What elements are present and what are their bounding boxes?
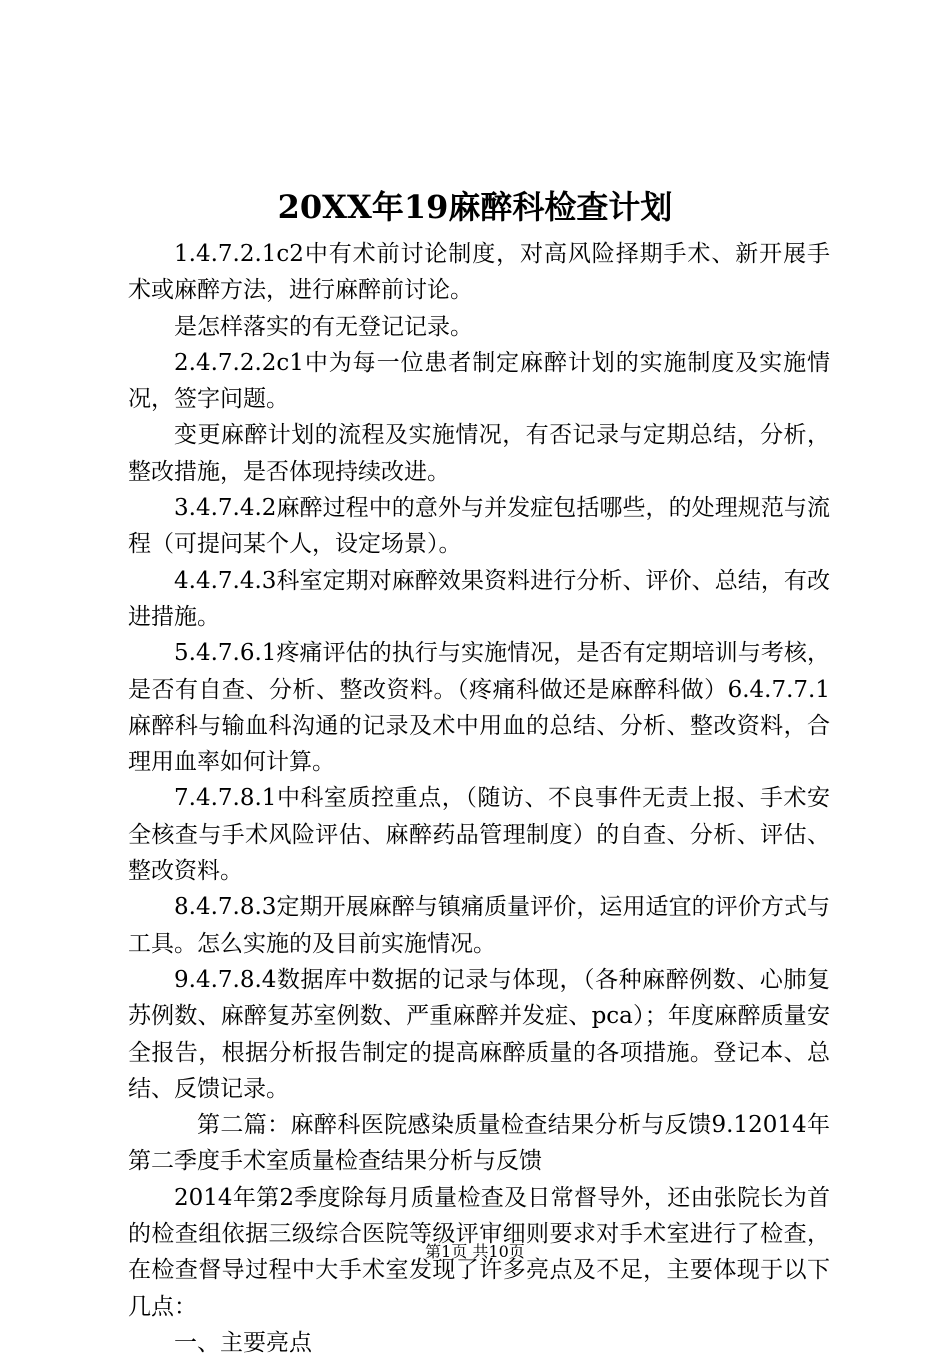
paragraph: 变更麻醉计划的流程及实施情况，有否记录与定期总结，分析，整改措施，是否体现持续改进。 bbox=[128, 422, 830, 485]
paragraph: 7.4.7.8.1中科室质控重点，（随访、不良事件无责上报、手术安全核查与手术风险评估、麻醉药品管理制度）的自查、分析、评估、整改资料。 bbox=[128, 785, 830, 885]
section-heading: 第二篇：麻醉科医院感染质量检查结果分析与反馈9.12014年第二季度手术室质量检查结果分析与反馈 bbox=[128, 1112, 830, 1175]
paragraph: 3.4.7.4.2麻醉过程中的意外与并发症包括哪些，的处理规范与流程（可提问某个人，设定场景）。 bbox=[128, 495, 830, 558]
document-body bbox=[128, 236, 830, 1361]
paragraph: 4.4.7.4.3科室定期对麻醉效果资料进行分析、评价、总结，有改进措施。 bbox=[128, 567, 830, 630]
paragraph: 5.4.7.6.1疼痛评估的执行与实施情况，是否有定期培训与考核，是否有自查、分析、整改资料。（疼痛科做还是麻醉科做）6.4.7.7.1麻醉科与输血科沟通的记录及术中用血的总结、分析、整改资料，合理用血率如何计算。 bbox=[128, 640, 830, 776]
paragraph: 2014年第2季度除每月质量检查及日常督导外，还由张院长为首的检查组依据三级综合医院等级评审细则要求对手术室进行了检查，在检查督导过程中大手术室发现了许多亮点及不足，主要体现于以下几点： bbox=[128, 1184, 830, 1320]
paragraph: 是怎样落实的有无登记记录。 bbox=[174, 313, 473, 340]
paragraph: 1.4.7.2.1c2中有术前讨论制度，对高风险择期手术、新开展手术或麻醉方法，进行麻醉前讨论。 bbox=[128, 241, 830, 304]
page-number: 第1页 共10页 bbox=[425, 1242, 525, 1261]
paragraph: 9.4.7.8.4数据库中数据的记录与体现，（各种麻醉例数、心肺复苏例数、麻醉复苏室例数、严重麻醉并发症、pca）；年度麻醉质量安全报告，根据分析报告制定的提高麻醉质量的各项措施。登记本、总结、反馈记录。 bbox=[128, 966, 830, 1102]
document-title: 20XX年19麻醉科检查计划 bbox=[277, 188, 673, 226]
paragraph: 8.4.7.8.3定期开展麻醉与镇痛质量评价，运用适宜的评价方式与工具。怎么实施的及目前实施情况。 bbox=[128, 894, 830, 957]
paragraph: 一、主要亮点 bbox=[174, 1329, 312, 1356]
paragraph: 2.4.7.2.2c1中为每一位患者制定麻醉计划的实施制度及实施情况，签字问题。 bbox=[128, 349, 830, 413]
